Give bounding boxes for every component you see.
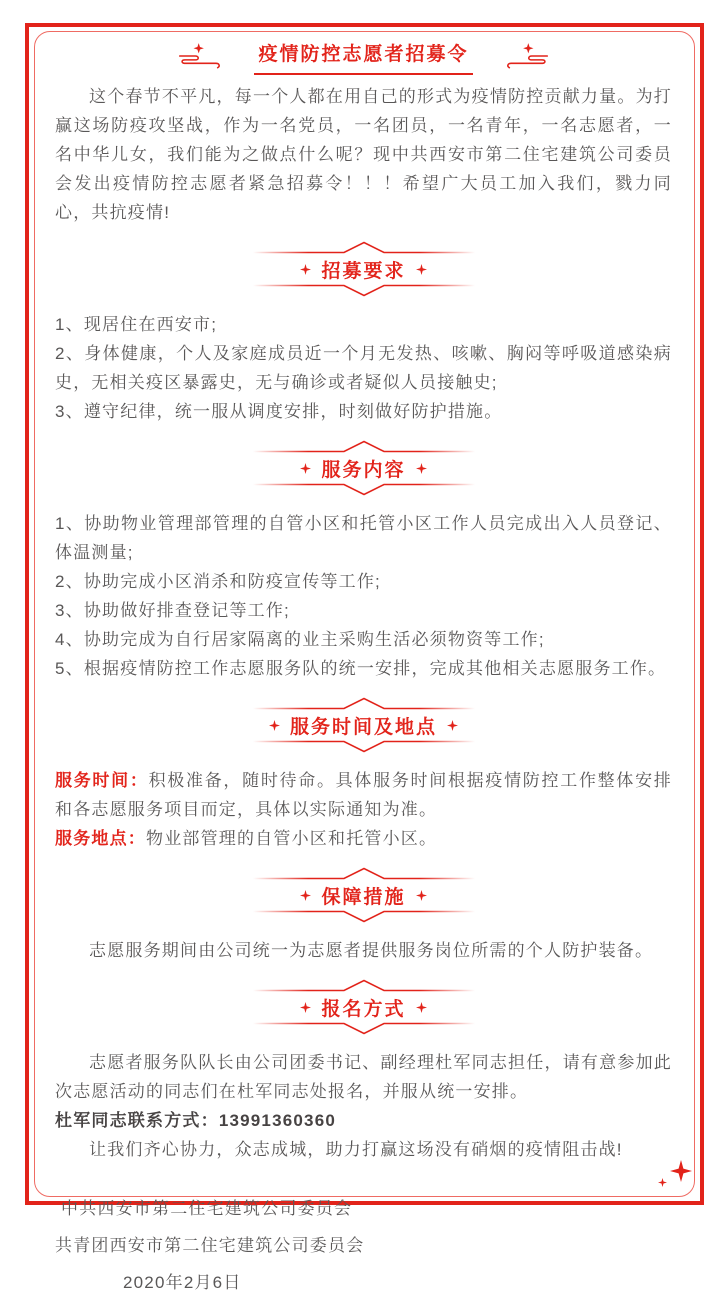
list-item: 3、遵守纪律，统一服从调度安排，时刻做好防护措施。 [55,402,503,421]
list-item: 1、现居住在西安市; [55,315,218,334]
corner-sparkles [658,1160,694,1194]
sparkle-icon [670,1160,692,1187]
service-time-label: 服务时间： [55,771,149,790]
section-title: 招募要求 [321,260,406,282]
divider-chevron-up [249,866,479,881]
list-item: 2、身体健康，个人及家庭成员近一个月无发热、咳嗽、胸闷等呼吸道感染病史，无相关疫区暴露史，无与确诊或者疑似人员接触史; [55,344,672,392]
diamond-star-icon [416,890,427,901]
signature-date: 2020年2月6日 [123,1273,242,1292]
page-title: 疫情防控志愿者招募令 [254,37,472,75]
section-header-time-place [249,696,479,754]
contact-line [55,1106,672,1135]
cloud-scroll-icon [499,41,549,71]
signature-org-party: 中共西安市第二住宅建筑公司委员会 [61,1199,353,1218]
services-list [55,509,672,683]
section-title: 报名方式 [321,998,406,1020]
list-item: 1、协助物业管理部管理的自管小区和托管小区工作人员完成出入人员登记、体温测量; [55,514,672,562]
signature-block [55,1190,672,1301]
diamond-star-icon [416,1002,427,1013]
protection-paragraph: 志愿服务期间由公司统一为志愿者提供服务岗位所需的个人防护装备。 [89,941,654,960]
section-header-protection [249,866,479,924]
divider-chevron-down [249,909,479,924]
divider-chevron-up [249,439,479,454]
diamond-star-icon [300,264,311,275]
contact-phone: 13991360360 [218,1111,337,1130]
signup-paragraph: 志愿者服务队队长由公司团委书记、副经理杜军同志担任，请有意参加此次志愿活动的同志们在杜军同志处报名，并服从统一安排。 [55,1053,672,1101]
service-place-label: 服务地点： [55,829,146,848]
requirements-list [55,310,672,426]
divider-chevron-down [249,283,479,298]
contact-label: 杜军同志联系方式： [55,1111,219,1130]
time-place-block [55,766,672,853]
divider-chevron-up [249,978,479,993]
divider-chevron-up [249,240,479,255]
list-item: 2、协助完成小区消杀和防疫宣传等工作; [55,572,381,591]
service-place-text: 物业部管理的自管小区和托管小区。 [146,829,438,848]
diamond-star-icon [416,264,427,275]
slogan-line: 让我们齐心协力，众志成城，助力打赢这场没有硝烟的疫情阻击战! [89,1140,623,1159]
divider-chevron-down [249,1021,479,1036]
diamond-star-icon [300,1002,311,1013]
list-item: 5、根据疫情防控工作志愿服务队的统一安排，完成其他相关志愿服务工作。 [55,659,667,678]
section-title: 服务内容 [321,459,406,481]
service-time-line [55,766,672,824]
diamond-star-icon [300,890,311,901]
section-header-signup [249,978,479,1036]
list-item: 4、协助完成为自行居家隔离的业主采购生活必须物资等工作; [55,630,545,649]
divider-chevron-down [249,482,479,497]
section-title: 保障措施 [321,886,406,908]
diamond-star-icon [447,720,458,731]
diamond-star-icon [269,720,280,731]
signature-org-youth-league: 共青团西安市第二住宅建筑公司委员会 [55,1236,365,1255]
service-time-text: 积极准备，随时待命。具体服务时间根据疫情防控工作整体安排和各志愿服务项目而定，具体以实际通知为准。 [55,771,672,819]
divider-chevron-up [249,696,479,711]
diamond-star-icon [416,463,427,474]
service-place-line [55,824,672,853]
section-header-services [249,439,479,497]
title-row [55,36,672,76]
document-content [55,36,672,1301]
cloud-scroll-icon [178,41,228,71]
section-title: 服务时间及地点 [289,716,437,738]
intro-paragraph: 这个春节不平凡，每一个人都在用自己的形式为疫情防控贡献力量。为打赢这场防疫攻坚战，作为一名党员，一名团员，一名青年，一名志愿者，一名中华儿女，我们能为之做点什么呢？现中共西安市第二住宅建筑公司委员会发出疫情防控志愿者紧急招募令！！！希望广大员工加入我们，戮力同心，共抗疫情! [55,87,672,222]
diamond-star-icon [300,463,311,474]
section-header-requirements [249,240,479,298]
list-item: 3、协助做好排查登记等工作; [55,601,290,620]
signup-block [55,1048,672,1164]
sparkle-icon [658,1174,667,1192]
divider-chevron-down [249,739,479,754]
